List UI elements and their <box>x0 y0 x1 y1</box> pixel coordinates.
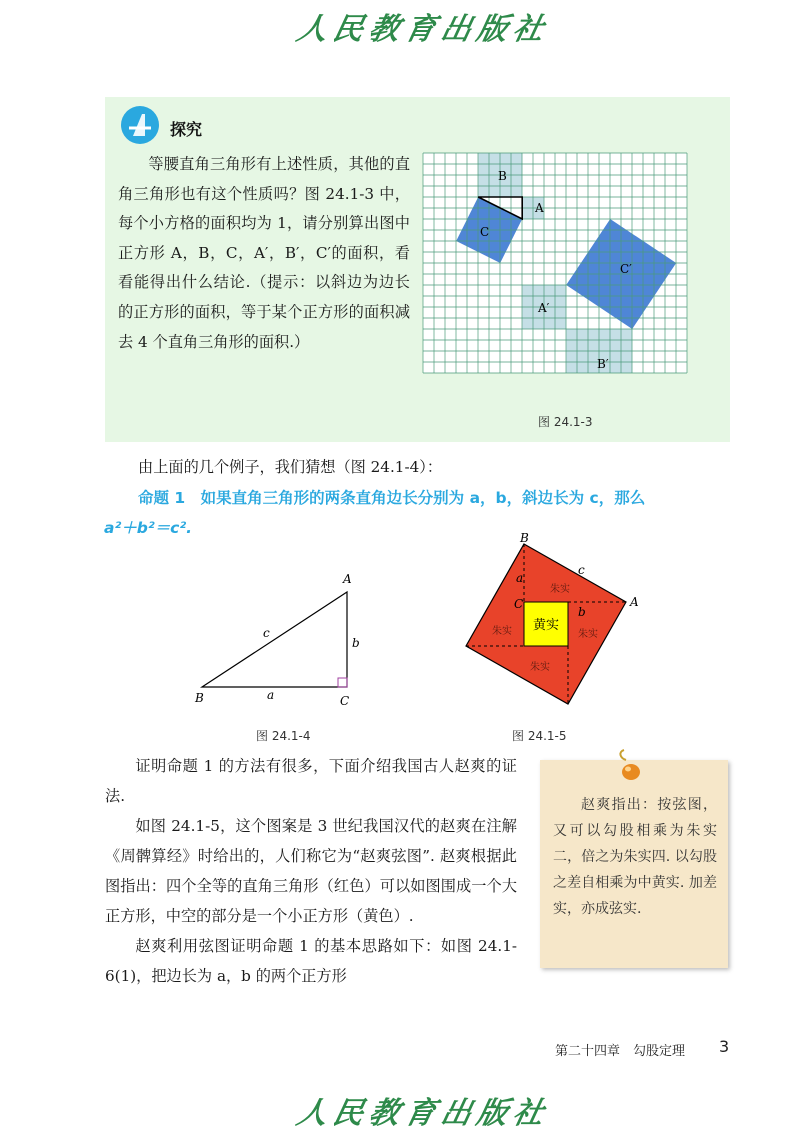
tri-label-c: c <box>263 626 270 640</box>
zhao-zhu-4: 朱实 <box>492 626 512 637</box>
body-text <box>105 751 517 991</box>
zhao-center-label: 黄实 <box>532 618 560 633</box>
explore-title: 探究 <box>170 120 203 139</box>
label-Ap: A′ <box>538 301 550 315</box>
body-paragraph: 赵爽利用弦图证明命题 1 的基本思路如下：如图 24.1-6(1)，把边长为 a，b 的两个正方形 <box>105 937 517 985</box>
caption-fig-24-1-3: 图 24.1-3 <box>538 415 593 429</box>
zhao-figure <box>460 532 650 712</box>
zhao-zhu-1: 朱实 <box>550 584 570 595</box>
zhao-label-a: a <box>516 571 524 585</box>
caption-fig-24-1-4: 图 24.1-4 <box>256 729 311 743</box>
zhao-label-A: A <box>630 595 639 609</box>
right-triangle-figure <box>190 565 370 715</box>
pushpin-icon <box>614 748 644 788</box>
side-note-text: 赵爽指出：按弦图，又可以勾股相乘为朱实二，倍之为朱实四. 以勾股之差自相乘为中黄实. 加差实，亦成弦实. <box>553 797 717 917</box>
zhao-zhu-3: 朱实 <box>530 662 550 673</box>
header-publisher-logo: 人民教育出版社 <box>293 12 553 47</box>
footer-chapter: 第二十四章 勾股定理 <box>555 1044 686 1059</box>
label-Bp: B′ <box>597 357 609 371</box>
label-A: A <box>535 201 544 215</box>
zhao-label-c: c <box>578 563 585 577</box>
footer-publisher-logo: 人民教育出版社 <box>293 1096 553 1131</box>
explore-text: 等腰直角三角形有上述性质，其他的直角三角形也有这个性质吗？图 24.1-3 中，每个小方格的面积均为 1，请分别算出图中正方形 A，B，C，A′，B′，C′的面积，看看能得出什么结论.（提示：以斜边为边长的正方形的面积，等于某个正方形的面积减去 4 个直角三角形的面积.） <box>118 155 410 351</box>
proposition-formula: a²＋b²＝c². <box>104 519 192 537</box>
body-paragraph: 证明命题 1 的方法有很多，下面介绍我国古人赵爽的证法. <box>105 757 517 805</box>
tri-label-a: a <box>267 688 275 702</box>
caption-fig-24-1-5: 图 24.1-5 <box>512 729 567 743</box>
label-B: B <box>498 169 507 183</box>
zhao-label-b: b <box>578 605 586 619</box>
body-paragraph: 如图 24.1-5，这个图案是 3 世纪我国汉代的赵爽在注解《周髀算经》时给出的，人们称它为“赵爽弦图”. 赵爽根据此图指出：四个全等的直角三角形（红色）可以如图围成一个大正方形，中空的部分是一个小正方形（黄色）. <box>105 817 517 925</box>
zhao-label-C: C <box>514 597 524 611</box>
grid-figure <box>420 150 725 415</box>
explore-icon <box>121 106 159 144</box>
tri-label-A: A <box>343 572 352 586</box>
label-Cp: C′ <box>620 262 632 276</box>
label-C: C <box>480 225 490 239</box>
zhao-zhu-2: 朱实 <box>578 629 598 640</box>
zhao-label-B: B <box>520 532 529 545</box>
tri-label-C: C <box>340 694 350 708</box>
proposition-line-1: 命题 1 如果直角三角形的两条直角边长分别为 a，b，斜边长为 c，那么 <box>138 489 646 507</box>
page-number: 3 <box>719 1037 730 1056</box>
grid-lines <box>423 153 687 373</box>
tri-label-b: b <box>352 636 360 650</box>
intro-line: 由上面的几个例子，我们猜想（图 24.1-4）： <box>138 458 443 476</box>
tri-label-B: B <box>195 691 204 705</box>
